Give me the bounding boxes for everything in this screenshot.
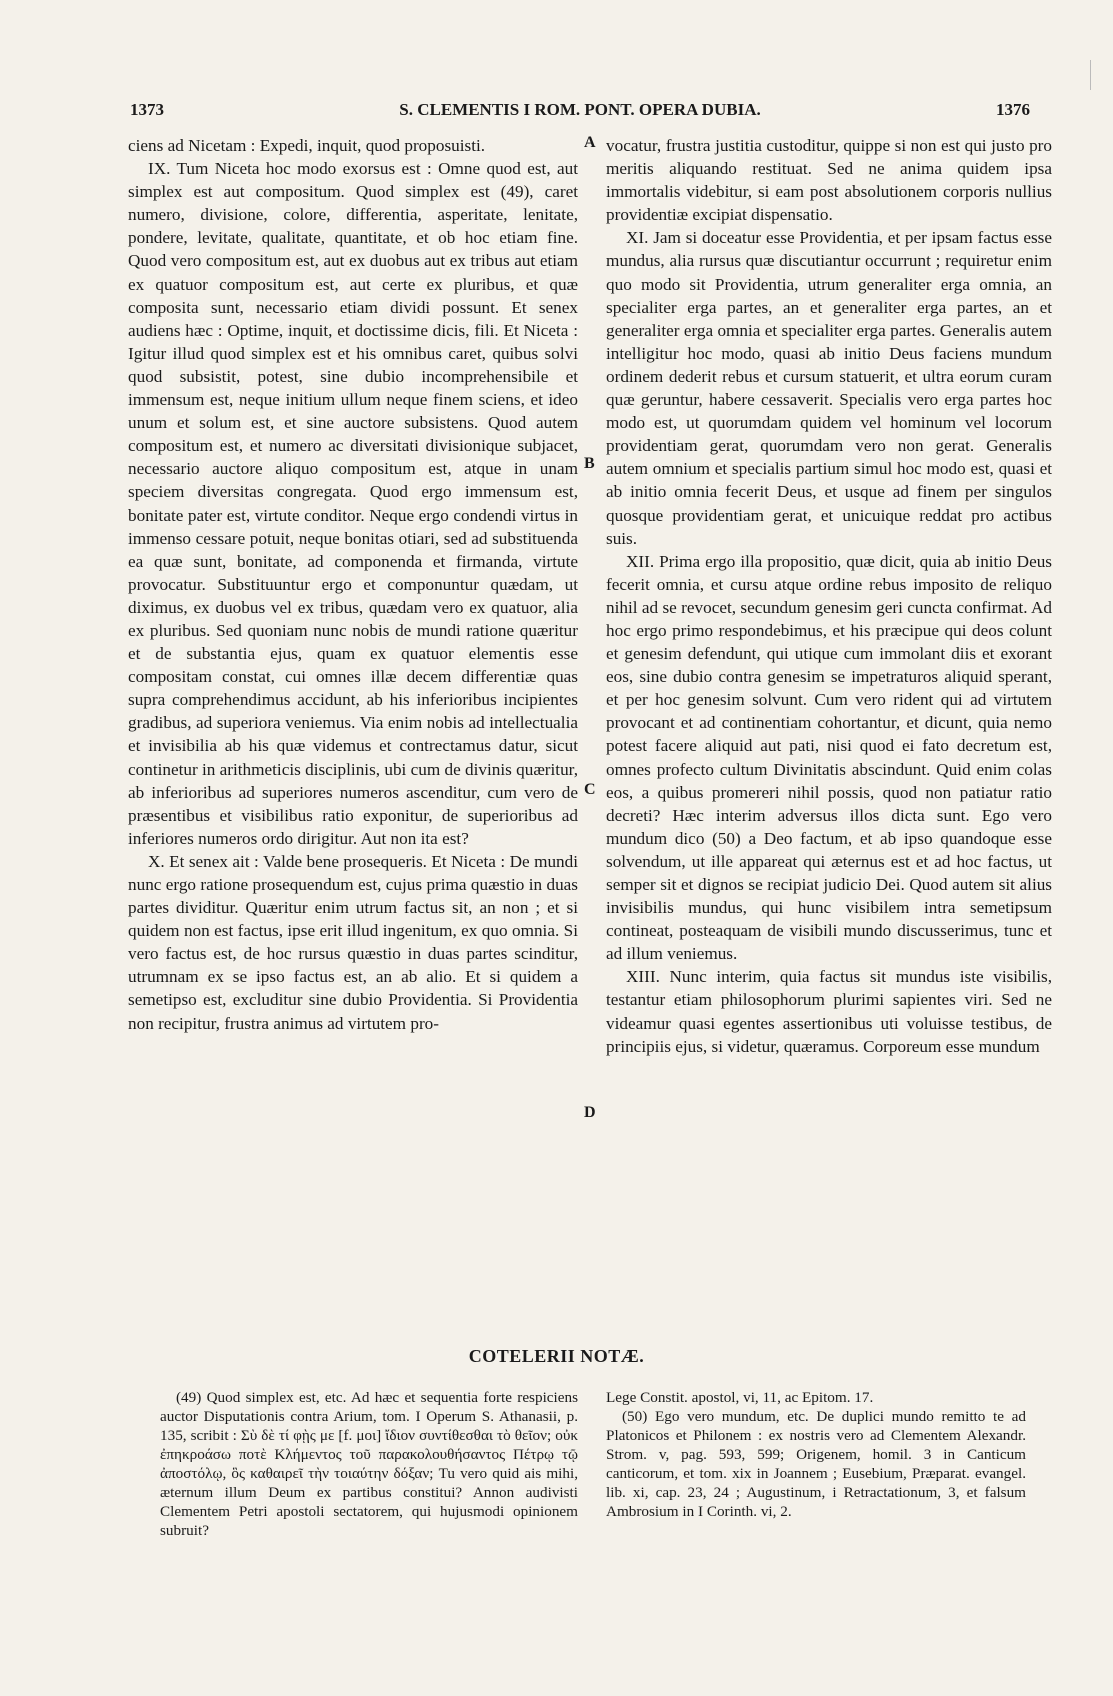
notes-left-column [160, 1388, 578, 1540]
paragraph-section-x: X. Et senex ait : Valde bene prosequeris. Et Niceta : De mundi nunc ergo ratione prosequendum est, cujus prima quæstio in duas partes dividitur. Quæritur enim utrum factus sit, an non ; et si quidem non est factus, ipse erit illud ingenitum, ex quo omnia. Si vero factus est, de hoc rursus quæstio in duas partes scinditur, utrumnam ex se ipso factus est, an ab alio. Et si quidem a semetipso est, excluditur sine dubio Providentia. Si Providentia non recipitur, frustra animus ad virtutem pro- [128, 851, 578, 1033]
scan-artifact [1090, 60, 1091, 90]
paragraph: vocatur, frustra justitia custoditur, quippe si non est qui justo pro meritis aliquando restituat. Sed ne anima quidem ipsa immortalis videbitur, si eam post absolutionem corporis nullius providentiæ excipiat dispensatio. [606, 136, 1052, 225]
paragraph-section-ix: IX. Tum Niceta hoc modo exorsus est : Omne quod est, aut simplex est aut compositum. Quod simplex est (49), caret numero, divisione, colore, differentia, asperitate, lenitate, pondere, levitate, qualitate, quantitate, et ob hoc etiam fine. Quod vero compositum est, aut ex duobus aut ex tribus aut etiam ex quatuor compositum est, aut certe ex pluribus, et quæ composita sunt, necessario etiam dividi possunt. Et senex audiens hæc : Optime, inquit, et doctissime dicis, fili. Et Niceta : Igitur illud quod simplex est et his omnibus caret, quibus solvi quod subsistit, potest, sine dubio incomprehensibile et immensum est, neque initium ullum neque finem sciens, et ideo unum et solum est, et sine auctore subsistens. Quod autem compositum est, et numero ac diversitati divisionique subjacet, necessario auctore aliquo compositum est, atque in unam speciem diversitas congregata. Quod ergo immensum est, bonitate pater est, virtute conditor. Neque ergo condendi virtus in immenso cessare potuit, neque bonitas otiari, sed ad substituenda ea quæ sunt, bonitate, ad componenda et firmanda, virtute provocatur. Substituuntur ergo et componuntur quædam, ut diximus, ex duobus vel ex tribus, quædam vero ex quatuor, alia ex pluribus. Sed quoniam nunc nobis de mundi ratione quæritur et de substantia ejus, quam ex quatuor elementis esse compositam constat, cui omnes illæ decem differentiæ quas supra comprehendimus accidunt, ab his inferioribus incipientes gradibus, ad superiora veniemus. Via enim nobis ad intellectualia et invisibilia ab his quæ videmus et contrectamus datur, sicut continetur in arithmeticis disciplinis, ubi cum de divinis quæritur, ab inferioribus ad superiores numeros ascenditur, cum vero de præsentibus et visibilibus ratio exponitur, de superioribus ad inferiores numeros ordo dirigitur. Aut non ita est? [128, 159, 578, 848]
footnote-continuation: Lege Constit. apostol, vi, 11, ac Epitom. 17. [606, 1389, 874, 1406]
page-number-right: 1376 [996, 100, 1030, 119]
margin-letter-d: D [584, 1104, 596, 1121]
running-header [130, 100, 1030, 124]
margin-letter-a: A [584, 134, 596, 151]
paragraph-section-xii: XII. Prima ergo illa propositio, quæ dicit, quia ab initio Deus fecerit omnia, et cursu atque ordine rebus imposito de reliquo nihil ad se revocet, secundum genesim geri cuncta confirmat. Ad hoc ergo primo respondebimus, et his præcipue qui deos colunt et genesim defendunt, qui utique cum immolant diis et exorant eos, sine dubio contra genesim se impetraturos aliquid sperant, et per hoc genesim solvunt. Cum vero rident qui ad virtutem provocant et ad continentiam cohortantur, et dicunt, quia nemo potest facere aliquid aut pati, nisi quod ei fato decretum est, omnes profecto cultum Divinitatis abscindunt. Quid enim colas eos, a quibus promereri nihil possis, quod non patiatur ratio decreti? Hæc interim adversus illos dicta sunt. Ego vero mundum dico (50) a Deo factum, et ab ipso quandoque esse solvendum, ut ille appareat qui æternus est et ad hoc factus, ut semper sit et dignos se recipiat judicio Dei. Quod autem sit alius invisibilis mundus, qui hunc visibilem intra semetipsum contineat, posteaquam de visibili mundo discusserimus, tunc et ad illum veniemus. [606, 551, 1052, 964]
notes-right-column [606, 1388, 1026, 1521]
right-column [606, 134, 1052, 1058]
margin-letter-c: C [584, 781, 596, 798]
footnote-50: (50) Ego vero mundum, etc. De duplici mundo remitto te ad Platonicos et Philonem : ex nostris vero ad Clementem Alexandr. Strom. v, pag. 593, 599; Origenem, homil. 3 in Canticum canticorum, et tom. xix in Joannem ; Eusebium, Præparat. evangel. lib. xi, cap. 23, 24 ; Augustinum, i Retractationum, 3, et falsum Ambrosium in I Corinth. vi, 2. [606, 1408, 1026, 1520]
paragraph-section-xi: XI. Jam si doceatur esse Providentia, et per ipsam factus esse mundus, alia rursus quæ discutiantur occurrunt ; requiretur enim quo modo sit Providentia, utrum generaliter erga omnia, an specialiter erga partes, an et generaliter erga partes, an et generaliter erga omnia et specialiter erga partes. Generalis autem intelligitur hoc modo, quasi ab initio Deus faciens mundum ordinem dederit rebus et cursum statuerit, et ultra eorum curam quæ geruntur, habere cessaverit. Specialis vero erga partes hoc modo est, ut quorumdam quidem vel hominum vel locorum providentiam gerat, quorumdam vero non gerat. Generalis autem omnium et specialis partium simul hoc modo est, quasi et ab initio omnia fecerit Deus, et usque ad finem per singulos quosque providentiam gerat, et unicuique reddat pro actibus suis. [606, 228, 1052, 548]
margin-letter-b: B [584, 455, 595, 472]
left-column [128, 134, 578, 1035]
running-title: S. CLEMENTIS I ROM. PONT. OPERA DUBIA. [399, 100, 761, 119]
paragraph-section-xiii: XIII. Nunc interim, quia factus sit mundus iste visibilis, testantur etiam philosophorum plurimi sapientes viri. Sed ne videamur quasi egentes assertionibus uti voluisse testibus, de principiis ejus, si videtur, quæramus. Corporeum esse mundum [606, 967, 1052, 1056]
notes-heading: COTELERII NOTÆ. [468, 1346, 645, 1366]
paragraph: ciens ad Nicetam : Expedi, inquit, quod proposuisti. [128, 136, 486, 155]
page-number-left: 1373 [130, 100, 164, 119]
footnote-49: (49) Quod simplex est, etc. Ad hæc et sequentia forte respiciens auctor Disputationis contra Arium, tom. I Operum S. Athanasii, p. 135, scribit : Σὺ δὲ τί φῂς με [f. μοι] ἴδιον συντίθεσθαι τὸ θεῖον; οὐκ ἐπηκροάσω ποτὲ Κλήμεντος τοῦ παρακολουθήσαντος Πέτρῳ τῷ ἀποστόλῳ, ὃς καθαιρεῖ τὴν τοιαύτην δόξαν; Tu vero quid ais mihi, æternum illum Deum ex partibus constitui? Annon audivisti Clementem Petri apostoli sectatorem, qui hujusmodi opinionem subruit? [160, 1389, 578, 1539]
